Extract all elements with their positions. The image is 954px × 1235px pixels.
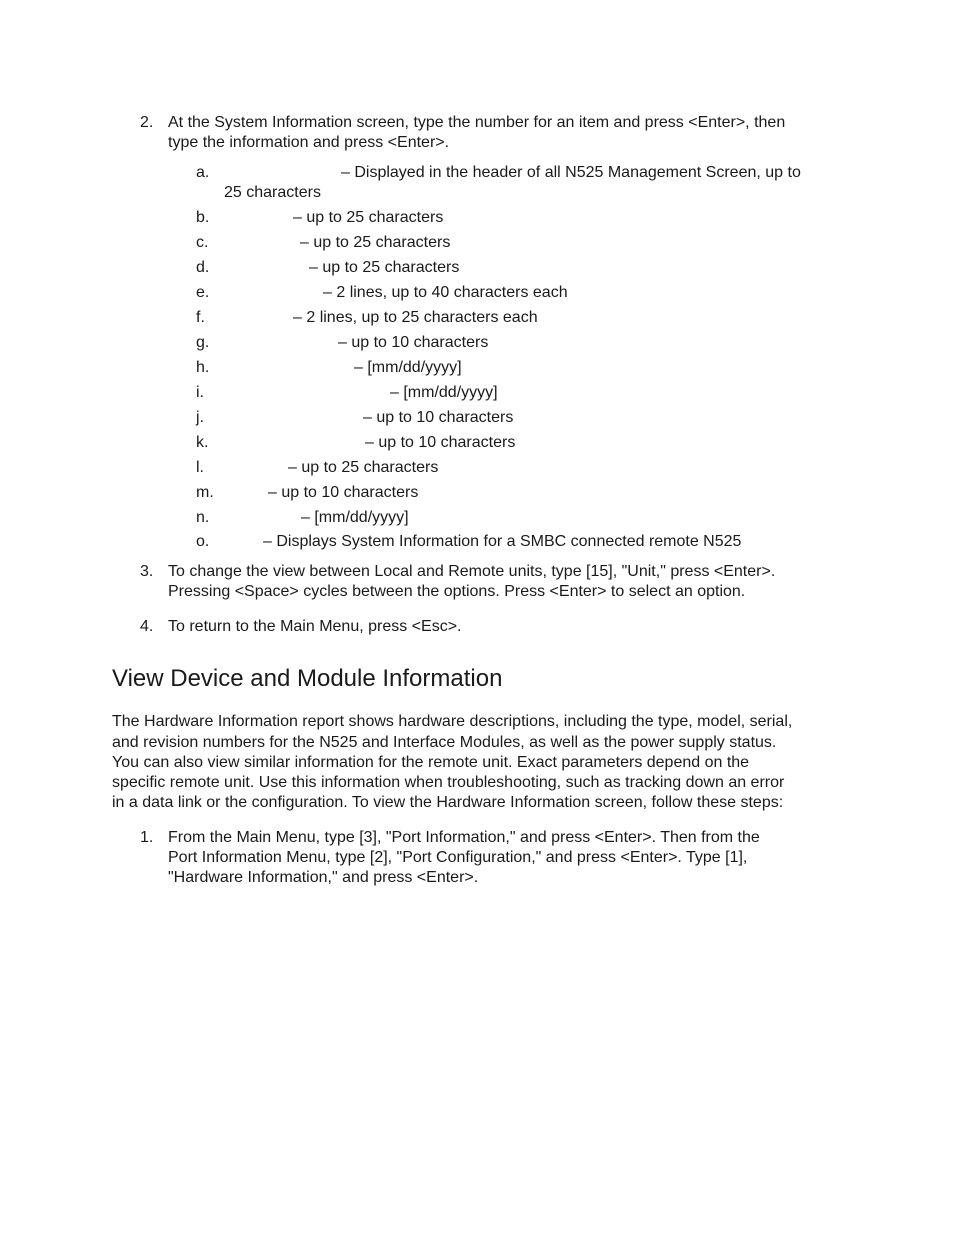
subitem-letter-n: n. — [196, 509, 210, 526]
step-1-line-3: "Hardware Information," and press <Enter>. — [168, 869, 479, 886]
step-1-line-2: Port Information Menu, type [2], "Port Configuration," and press <Enter>. Type [1], — [168, 849, 748, 866]
paragraph-line-2: and revision numbers for the N525 and Interface Modules, as well as the power supply status. — [112, 734, 777, 751]
subitem-text-m: – up to 10 characters — [268, 484, 419, 501]
subitem-text-l: – up to 25 characters — [288, 459, 439, 476]
subitem-letter-h: h. — [196, 359, 210, 376]
subitem-text-d: – up to 25 characters — [309, 259, 460, 276]
step-3-number: 3. — [140, 563, 154, 580]
paragraph-line-1: The Hardware Information report shows hardware descriptions, including the type, model, serial, — [112, 713, 793, 730]
subitem-letter-c: c. — [196, 234, 209, 251]
subitem-letter-d: d. — [196, 259, 210, 276]
step-2-line-1: At the System Information screen, type the number for an item and press <Enter>, then — [168, 114, 786, 131]
step-4-line-1: To return to the Main Menu, press <Esc>. — [168, 618, 462, 635]
subitem-text-h: – [mm/dd/yyyy] — [354, 359, 462, 376]
subitem-letter-a: a. — [196, 164, 210, 181]
subitem-letter-i: i. — [196, 384, 204, 401]
step-3-line-2: Pressing <Space> cycles between the options. Press <Enter> to select an option. — [168, 583, 746, 600]
subitem-text-e: – 2 lines, up to 40 characters each — [323, 284, 568, 301]
step-3-line-1: To change the view between Local and Remote units, type [15], "Unit," press <Enter>. — [168, 563, 776, 580]
subitem-text-o: – Displays System Information for a SMBC connected remote N525 — [263, 533, 742, 550]
subitem-letter-o: o. — [196, 533, 210, 550]
paragraph-line-3: You can also view similar information for the remote unit. Exact parameters depend on the — [112, 754, 750, 771]
subitem-letter-b: b. — [196, 209, 210, 226]
subitem-letter-e: e. — [196, 284, 210, 301]
subitem-text-i: – [mm/dd/yyyy] — [390, 384, 498, 401]
subitem-text-f: – 2 lines, up to 25 characters each — [293, 309, 538, 326]
subitem-letter-f: f. — [196, 309, 205, 326]
step-4-number: 4. — [140, 618, 154, 635]
step-1-number: 1. — [140, 829, 154, 846]
subitem-letter-l: l. — [196, 459, 204, 476]
step-1-line-1: From the Main Menu, type [3], "Port Information," and press <Enter>. Then from the — [168, 829, 760, 846]
subitem-letter-m: m. — [196, 484, 214, 501]
subitem-letter-g: g. — [196, 334, 210, 351]
step-2-line-2: type the information and press <Enter>. — [168, 134, 450, 151]
subitem-text-n: – [mm/dd/yyyy] — [301, 509, 409, 526]
subitem-letter-j: j. — [196, 409, 204, 426]
subitem-text-a-continued: 25 characters — [224, 184, 321, 201]
subitem-text-k: – up to 10 characters — [365, 434, 516, 451]
step-2-number: 2. — [140, 114, 154, 131]
subitem-text-b: – up to 25 characters — [293, 209, 444, 226]
subitem-text-c: – up to 25 characters — [300, 234, 451, 251]
subitem-text-j: – up to 10 characters — [363, 409, 514, 426]
subitem-letter-k: k. — [196, 434, 209, 451]
section-heading: View Device and Module Information — [112, 665, 503, 692]
subitem-text-a: – Displayed in the header of all N525 Management Screen, up to — [341, 164, 801, 181]
subitem-text-g: – up to 10 characters — [338, 334, 489, 351]
paragraph-line-4: specific remote unit. Use this information when troubleshooting, such as tracking down an error — [112, 774, 785, 791]
paragraph-line-5: in a data link or the configuration. To view the Hardware Information screen, follow these steps: — [112, 794, 784, 811]
